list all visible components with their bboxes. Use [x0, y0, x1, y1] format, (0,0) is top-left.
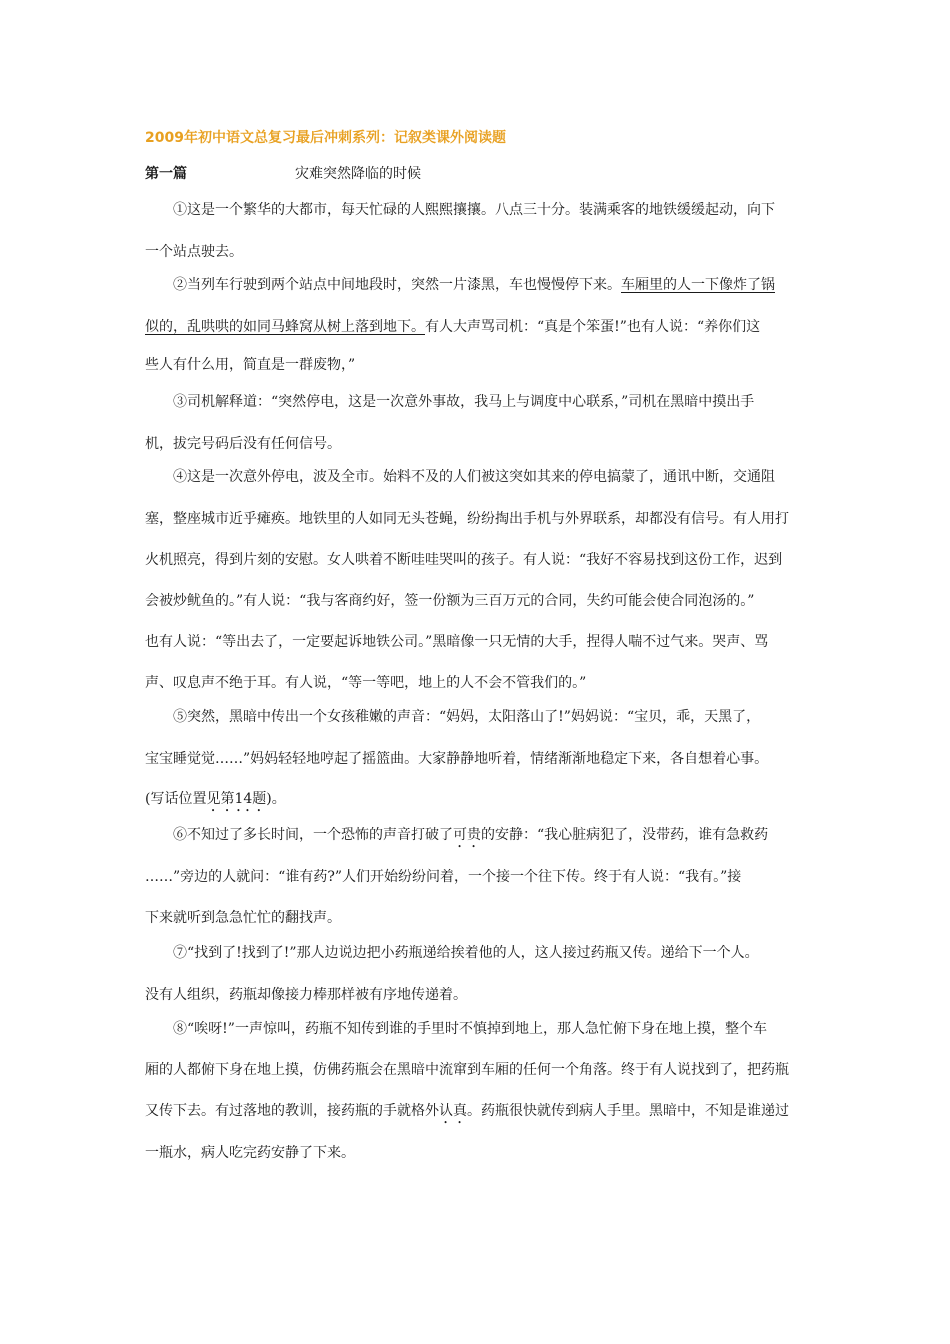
paragraph-2-line-3: 些人有什么用，简直是一群废物，” [145, 357, 356, 373]
underlined-sentence: 车厢里的人一下像炸了锅 [621, 277, 775, 293]
paragraph-6-line-1 [145, 824, 805, 851]
paragraph-3-line-1: ③司机解释道：“突然停电，这是一次意外事故，我马上与调度中心联系，”司机在黑暗中摸出手 [145, 394, 755, 410]
paragraph-8-line-1: ⑧“唉呀!”一声惊叫，药瓶不知传到谁的手里时不慎掉到地上，那人急忙俯下身在地上摸，整个车 [145, 1021, 767, 1037]
emphasis-text: 可贵 [453, 827, 481, 843]
chapter-heading [145, 163, 421, 183]
paragraph-6-text: ⑥不知过了多长时间，一个恐怖的声音打破了 [145, 827, 453, 843]
paragraph-2-line-2 [145, 316, 805, 336]
paragraph-4-line-5: 也有人说：“等出去了，一定要起诉地铁公司。”黑暗像一只无情的大手，捏得人喘不过气来。哭声、骂 [145, 634, 769, 650]
paragraph-2-text: ②当列车行驶到两个站点中间地段时，突然一片漆黑，车也慢慢停下来。 [145, 277, 621, 293]
writing-note: (写话位置 [145, 791, 207, 807]
emphasis-text: 认真 [439, 1103, 467, 1119]
chapter-label: 第一篇 [145, 166, 187, 182]
paragraph-4-line-2: 塞，整座城市近乎瘫痪。地铁里的人如同无头苍蝇，纷纷掏出手机与外界联系，却都没有信号。有人用打 [145, 511, 789, 527]
paragraph-7-line-2: 没有人组织，药瓶却像接力棒那样被有序地传递着。 [145, 987, 467, 1003]
paragraph-4-line-6: 声、叹息声不绝于耳。有人说，“等一等吧，地上的人不会不管我们的。” [145, 675, 587, 691]
paragraph-4-line-4: 会被炒鱿鱼的。”有人说：“我与客商约好，签一份额为三百万元的合同，失约可能会使合同泡汤的。” [145, 593, 755, 609]
writing-note: )。 [266, 791, 286, 807]
paragraph-6-line-3: 下来就听到急急忙忙的翻找声。 [145, 910, 341, 926]
chapter-name: 灾难突然降临的时候 [295, 166, 421, 182]
paragraph-8-text: 又传下去。有过落地的教训，接药瓶的手就格外 [145, 1103, 439, 1119]
paragraph-8-line-3 [145, 1100, 805, 1127]
paragraph-8-line-4: 一瓶水，病人吃完药安静了下来。 [145, 1145, 355, 1161]
paragraph-3-line-2: 机，拔完号码后没有任何信号。 [145, 436, 341, 452]
paragraph-5-line-1: ⑤突然，黑暗中传出一个女孩稚嫩的声音：“妈妈，太阳落山了!”妈妈说：“宝贝，乖，天黑了， [145, 709, 761, 725]
paragraph-5-line-3 [145, 788, 805, 815]
paragraph-2-text: 有人大声骂司机：“真是个笨蛋!”也有人说：“养你们这 [425, 319, 761, 335]
paragraph-8-text: 。药瓶很快就传到病人手里。黑暗中，不知是谁递过 [467, 1103, 789, 1119]
paragraph-5-line-2: 宝宝睡觉觉……”妈妈轻轻地哼起了摇篮曲。大家静静地听着，情绪渐渐地稳定下来，各自想着心事。 [145, 751, 769, 767]
paragraph-6-text: 的安静：“我心脏病犯了，没带药，谁有急救药 [481, 827, 769, 843]
paragraph-8-line-2: 厢的人都俯下身在地上摸，仿佛药瓶会在黑暗中流窜到车厢的任何一个角落。终于有人说找到了，把药瓶 [145, 1062, 789, 1078]
paragraph-1-line-1: ①这是一个繁华的大都市，每天忙碌的人熙熙攘攘。八点三十分。装满乘客的地铁缓缓起动，向下 [145, 202, 775, 218]
emphasis-text: 见第14题 [206, 791, 267, 807]
underlined-sentence: 似的，乱哄哄的如同马蜂窝从树上落到地下。 [145, 319, 425, 335]
paragraph-1-line-2: 一个站点驶去。 [145, 244, 243, 260]
paragraph-4-line-1: ④这是一次意外停电，波及全市。始料不及的人们被这突如其来的停电搞蒙了，通讯中断，交通阻 [145, 469, 775, 485]
paragraph-7-line-1: ⑦“找到了!找到了!”那人边说边把小药瓶递给挨着他的人，这人接过药瓶又传。递给下一个人。 [145, 945, 759, 961]
paragraph-2-line-1 [145, 274, 805, 294]
document-title: 2009年初中语文总复习最后冲刺系列：记叙类课外阅读题 [145, 130, 506, 146]
paragraph-6-line-2: ……”旁边的人就问：“谁有药?”人们开始纷纷问着，一个接一个往下传。终于有人说：“我有。”接 [145, 869, 742, 885]
paragraph-4-line-3: 火机照亮，得到片刻的安慰。女人哄着不断哇哇哭叫的孩子。有人说：“我好不容易找到这份工作，迟到 [145, 552, 783, 568]
